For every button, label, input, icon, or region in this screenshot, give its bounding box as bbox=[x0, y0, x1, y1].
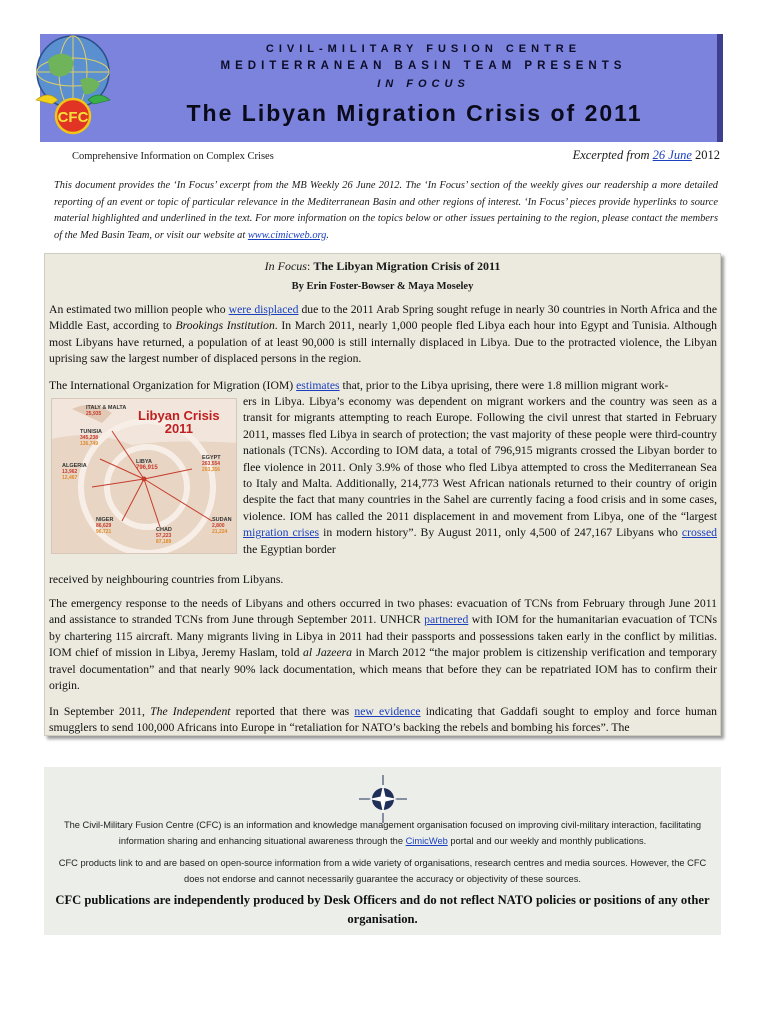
p1-text-c: . In March 2011, nearly 1,000 people fled Libya each hour into Egypt and Tunisia. Although most Libyans have returned, a population of at least 90,000 is still internally displaced in Libya. Due to the protracted violence, the Libyan uprising saw the largest number of displaced persons in the region. bbox=[49, 319, 717, 366]
link-partnered[interactable]: partnered bbox=[424, 613, 469, 627]
map-label-sudan bbox=[212, 517, 232, 535]
map-sudan-n1: 2,800 bbox=[212, 523, 225, 529]
header-line-team: MEDITERRANEAN BASIN TEAM PRESENTS bbox=[220, 60, 627, 72]
map-chad-n1: 57,223 bbox=[156, 533, 172, 539]
p3-text-b: with IOM for the humanitarian evacuation of TCNs by chartering 115 aircraft. Many migrants living in Libya in 2011 had their passports and possessions taken early in the conflict by militias. IOM chief of mission in Libya, Jeremy Haslam, told bbox=[49, 613, 718, 660]
map-label-tunisia bbox=[80, 429, 102, 447]
map-egypt-name: EGYPT bbox=[202, 455, 221, 461]
map-italy-name: ITALY & MALTA bbox=[86, 405, 127, 411]
cfc-globe-logo bbox=[28, 30, 118, 140]
p2-text-a: The International Organization for Migration (IOM) bbox=[49, 379, 297, 392]
map-niger-name: NIGER bbox=[96, 517, 114, 523]
paragraph-1 bbox=[49, 302, 717, 368]
map-label-niger bbox=[96, 517, 113, 535]
link-migration-crises[interactable]: migration crises bbox=[243, 526, 320, 540]
p4-text-b: reported that there was bbox=[230, 705, 355, 718]
footer-box bbox=[44, 767, 721, 935]
footer-about-text: The Civil-Military Fusion Centre (CFC) is an information and knowledge management organisation focused on improving civil-military interaction, facilitating information sharing and enhancing situational awareness through the bbox=[63, 820, 702, 846]
p4-text-c: indicating that Gaddafi sought to employ and force human smugglers to send 100,000 Africans into Europe in “retaliation for NATO’s backing the rebels and bombing his forces”. The bbox=[49, 705, 717, 735]
map-title bbox=[138, 409, 220, 435]
map-algeria-n1: 13,962 bbox=[62, 469, 78, 475]
p1-italic-source: Brookings Institution bbox=[175, 319, 275, 333]
map-title-line2: 2011 bbox=[164, 421, 193, 436]
map-libya-n1: 796,915 bbox=[136, 465, 158, 471]
map-egypt-n2: 203,356 bbox=[202, 467, 221, 473]
p2-text-d: in modern history”. By August 2011, only 4,500 of 247,167 Libyans who bbox=[319, 526, 682, 540]
map-chad-n2: 87,189 bbox=[156, 539, 172, 545]
excerpt-year: 2012 bbox=[691, 148, 720, 162]
cimicweb-link[interactable]: CimicWeb bbox=[405, 835, 448, 846]
p2-text-e: the Egyptian border bbox=[243, 542, 336, 556]
paragraph-2-lead bbox=[49, 378, 717, 394]
logo-text: CFC bbox=[57, 109, 89, 126]
website-link[interactable]: www.cimicweb.org bbox=[247, 229, 327, 241]
excerpt-prefix: Excerpted from bbox=[572, 148, 653, 162]
document-title: The Libyan Migration Crisis of 2011 bbox=[186, 100, 643, 126]
p4-italic-source: The Independent bbox=[150, 705, 231, 718]
p3-text-a: The emergency response to the needs of Libyans and others occurred in two phases: evacuation of TCNs from February through June 2011 and assistance to stranded TCNs from June through September 2011. UNHCR bbox=[49, 597, 717, 627]
p3-italic-source: al Jazeera bbox=[303, 646, 353, 660]
footer-about-text-end: portal and our weekly and monthly publications. bbox=[447, 835, 647, 846]
paragraph-2-end: received by neighbouring countries from Libyans. bbox=[49, 573, 284, 586]
paragraph-4 bbox=[49, 704, 717, 736]
tagline: Comprehensive Information on Complex Crises bbox=[72, 151, 274, 162]
map-italy-n1: 25,935 bbox=[86, 411, 102, 417]
footer-notice: CFC publications are independently produced by Desk Officers and do not reflect NATO policies or positions of any other organisation. bbox=[55, 893, 710, 926]
map-niger-n1: 86,629 bbox=[96, 523, 112, 529]
map-algeria-n2: 12,467 bbox=[62, 475, 78, 481]
link-estimates[interactable]: estimates bbox=[296, 379, 340, 392]
article-title-sep: : bbox=[306, 259, 314, 273]
map-tunisia-name: TUNISIA bbox=[80, 429, 102, 435]
header-banner bbox=[40, 34, 723, 142]
map-sudan-n2: 21,224 bbox=[212, 529, 228, 535]
p3-text-c: in March 2012 “the major problem is citizenship verification and temporary travel documentation” and that nearly 90% lack documentation, which means that before they can be repatriated IOM has to confirm their origin. bbox=[49, 646, 717, 693]
article-title-prefix: In Focus bbox=[264, 259, 307, 273]
map-label-italy-malta bbox=[86, 405, 126, 417]
map-egypt-n1: 263,554 bbox=[202, 461, 221, 467]
article-title bbox=[45, 259, 720, 274]
map-label-egypt bbox=[202, 455, 221, 473]
footer-disclaimer: CFC products link to and are based on open-source information from a wide variety of organisations, research centres and media sources. However, the CFC does not endorse and cannot necessarily guarantee the accuracy or objectivity of these sources. bbox=[58, 858, 707, 884]
link-were-displaced[interactable]: were displaced bbox=[228, 303, 299, 316]
p4-text-a: In September 2011, bbox=[49, 705, 151, 718]
article-byline: By Erin Foster-Bowser & Maya Moseley bbox=[291, 281, 474, 292]
intro-paragraph bbox=[54, 178, 718, 244]
p2-text-b: that, prior to the Libya uprising, there were 1.8 million migrant work- bbox=[339, 379, 669, 392]
paragraph-2-body bbox=[243, 394, 717, 558]
map-sudan-name: SUDAN bbox=[212, 517, 232, 523]
article-box bbox=[44, 253, 721, 736]
link-crossed[interactable]: crossed bbox=[681, 526, 717, 540]
map-label-libya bbox=[136, 459, 158, 471]
header-line-in-focus: IN FOCUS bbox=[377, 78, 470, 90]
link-new-evidence[interactable]: new evidence bbox=[354, 705, 421, 718]
p1-text-a: An estimated two million people who bbox=[49, 303, 229, 316]
p2-text-c: ers in Libya. Libya’s economy was dependent on migrant workers and the country was seen as a transit for migrants attempting to reach Europe. Following the civil unrest that started in February 2011, masses fled Libya in search of protection; the vast majority of these people were third-country nationals (TCNs). According to IOM data, a total of 796,915 migrants crossed the Libyan border to flee violence in 2011. Only 3.9% of those who fled Libya attempted to cross the Mediterranean Sea to Italy and Malta. Additionally, 214,773 West African nationals returned to their country of origin despite the fact that many countries in the Sahel are currently facing a food crisis and in some cases, violence. IOM has called the 2011 displacement in and movement from Libya, one of the “largest bbox=[243, 395, 717, 523]
article-title-name: The Libyan Migration Crisis of 2011 bbox=[313, 259, 501, 273]
map-tunisia-n1: 345,238 bbox=[80, 435, 99, 441]
map-tunisia-n2: 136,749 bbox=[80, 441, 99, 447]
footer-about bbox=[56, 818, 709, 849]
header-line-organisation: CIVIL-MILITARY FUSION CENTRE bbox=[265, 43, 582, 55]
map-label-chad bbox=[156, 527, 172, 545]
map-algeria-name: ALGERIA bbox=[62, 463, 87, 469]
map-label-algeria bbox=[62, 463, 87, 481]
intro-text-end: . bbox=[326, 229, 329, 241]
libyan-crisis-map bbox=[51, 398, 237, 554]
map-libya-name: LIBYA bbox=[136, 459, 152, 465]
excerpt-date bbox=[573, 148, 720, 163]
map-chad-name: CHAD bbox=[156, 527, 172, 533]
map-niger-n2: 96,721 bbox=[96, 529, 112, 535]
excerpt-date-link[interactable]: 26 June bbox=[652, 148, 692, 162]
p1-text-b: due to the 2011 Arab Spring sought refuge in nearly 30 countries in North Africa and the Middle East, according to bbox=[49, 303, 718, 333]
map-title-line1: Libyan Crisis bbox=[138, 408, 220, 423]
paragraph-3 bbox=[49, 596, 717, 694]
intro-text: This document provides the ‘In Focus’ excerpt from the MB Weekly 26 June 2012. The ‘In Focus’ section of the weekly gives our readership a more detailed reporting of an event or topic of particular relevance in the Mediterranean Basin and other regions of interest. ‘In Focus’ pieces provide hyperlinks to source material highlighted and underlined in the text. For more information on the topics below or other issues pertaining to the region, please contact the members of the Med Basin Team, or visit our website at bbox=[54, 180, 718, 241]
